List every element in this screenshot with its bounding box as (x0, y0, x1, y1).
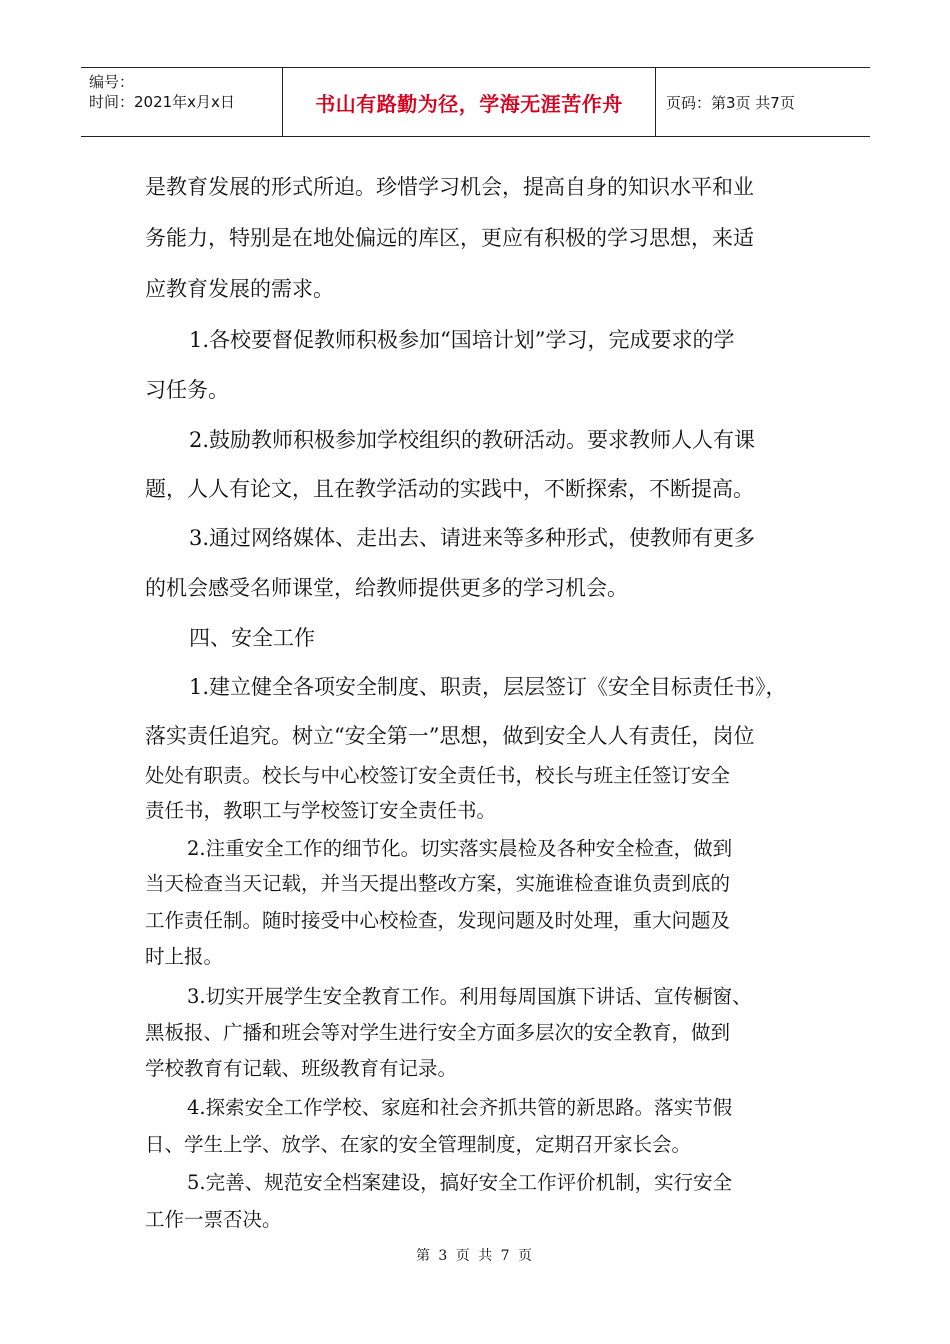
body-line: 学校教育有记载、班级教育有记录。 (145, 1057, 458, 1080)
date-label: 时间：2021年x月x日 (89, 93, 235, 111)
body-line: 5.完善、规范安全档案建设，搞好安全工作评价机制，实行安全 (187, 1171, 733, 1194)
body-line: 工作一票否决。 (145, 1208, 282, 1231)
body-line: 是教育发展的形式所迫。珍惜学习机会，提高自身的知识水平和业 (145, 175, 754, 199)
body-line: 处处有职责。校长与中心校签订安全责任书，校长与班主任签订安全 (145, 764, 731, 787)
body-line: 3.切实开展学生安全教育工作。利用每周国旗下讲话、宣传橱窗、 (187, 985, 752, 1008)
body-line: 1.建立健全各项安全制度、职责，层层签订《安全目标责任书》， (189, 675, 787, 699)
body-line: 工作责任制。随时接受中心校检查，发现问题及时处理，重大问题及 (145, 909, 731, 932)
body-line: 题，人人有论文，且在教学活动的实践中，不断探索，不断提高。 (145, 477, 754, 501)
body-line: 2.注重安全工作的细节化。切实落实晨检及各种安全检查，做到 (187, 837, 733, 860)
body-line: 责任书，教职工与学校签订安全责任书。 (145, 799, 497, 822)
header-page-label: 页码：第3页 共7页 (666, 93, 795, 112)
page-footer: 第 3 页 共 7 页 (415, 1248, 535, 1264)
body-line: 落实责任追究。树立“安全第一”思想，做到安全人人有责任，岗位 (145, 724, 755, 748)
body-line: 时上报。 (145, 945, 224, 968)
body-line: 的机会感受名师课堂，给教师提供更多的学习机会。 (145, 576, 628, 600)
body-line: 2.鼓励教师积极参加学校组织的教研活动。要求教师人人有课 (189, 428, 756, 452)
serial-label: 编号： (89, 73, 135, 91)
section-heading: 四、安全工作 (189, 626, 315, 650)
header-motto: 书山有路勤为径，学海无涯苦作舟 (283, 68, 656, 136)
body-line: 3.通过网络媒体、走出去、请进来等多种形式，使教师有更多 (189, 526, 756, 550)
body-line: 黑板报、广播和班会等对学生进行安全方面多层次的安全教育，做到 (145, 1021, 731, 1044)
body-line: 1.各校要督促教师积极参加“国培计划”学习，完成要求的学 (189, 328, 735, 352)
body-line: 务能力，特别是在地处偏远的库区，更应有积极的学习思想，来适 (145, 226, 754, 250)
body-line: 当天检查当天记载，并当天提出整改方案，实施谁检查谁负责到底的 (145, 872, 731, 895)
body-line: 习任务。 (145, 378, 229, 402)
page-header (81, 67, 870, 137)
body-line: 日、学生上学、放学、在家的安全管理制度，定期召开家长会。 (145, 1133, 692, 1156)
body-line: 应教育发展的需求。 (145, 277, 334, 301)
header-meta-cell (81, 68, 283, 136)
body-line: 4.探索安全工作学校、家庭和社会齐抓共管的新思路。落实节假 (187, 1096, 733, 1119)
